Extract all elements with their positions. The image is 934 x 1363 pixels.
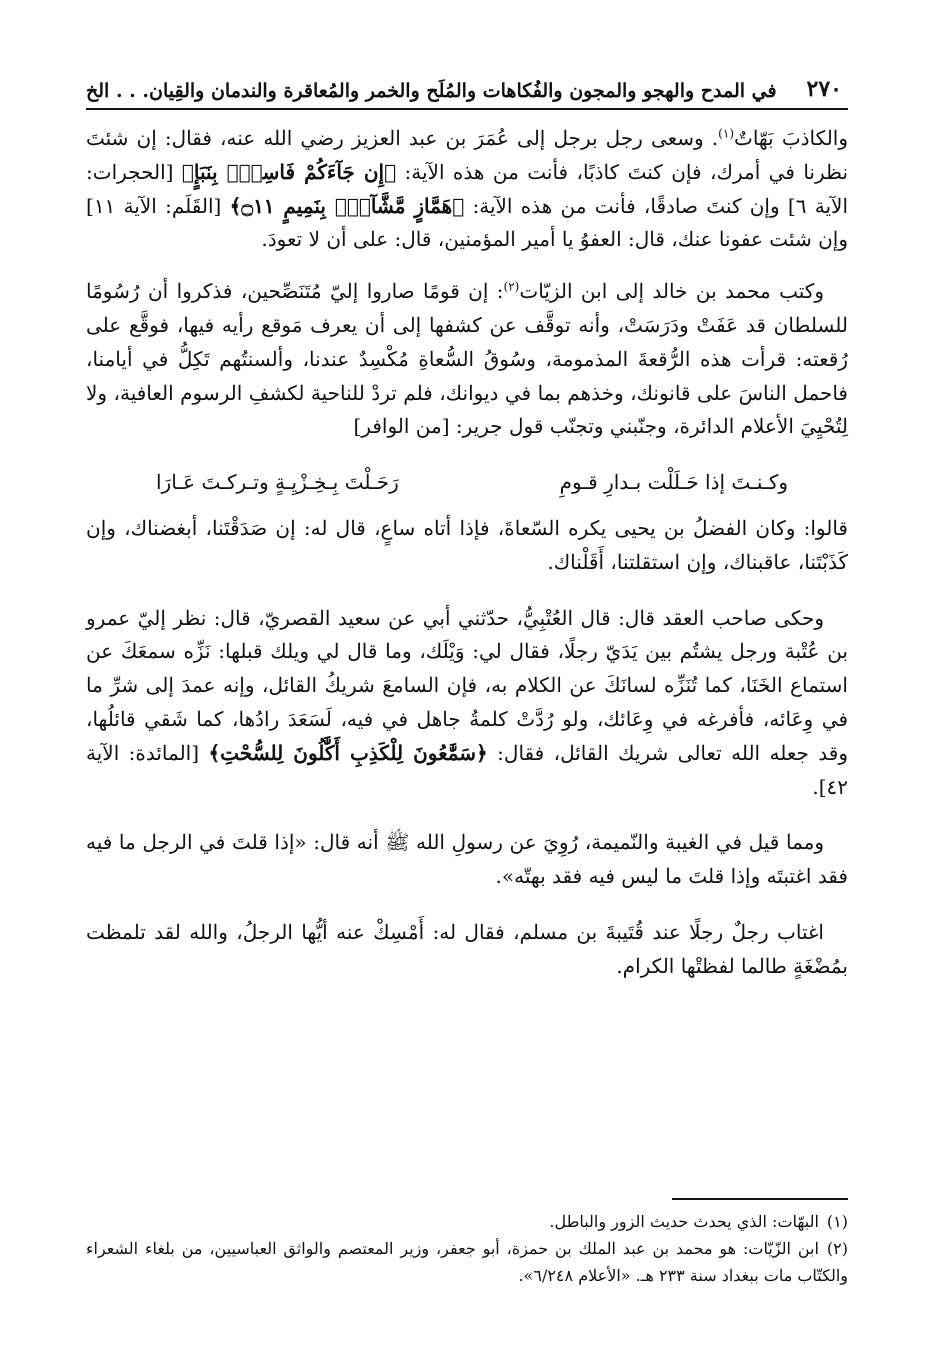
footnote-2-text: ابن الزّيّات: هو محمد بن عبد الملك بن حمزة، أبو جعفر، وزير المعتصم والواثق العباسيين، من بلغاء الشعراء والكتّاب مات ببغداد سنة ٢٣٣ هـ. «الأعلام ٦/٢٤٨». xyxy=(86,1239,848,1285)
poetry-verse xyxy=(86,466,848,500)
quran-quote-maida: ﴿سَمَّٰعُونَ لِلْكَذِبِ أَكَّٰلُونَ لِلسُّحْتِ﴾ xyxy=(208,740,488,765)
page-number: ٢٧٠ xyxy=(806,76,842,102)
quran-quote-qalam: ﴿هَمَّازٍ مَّشَّآءِۭ بِنَمِيمٍ ۝١١﴾ xyxy=(229,193,465,218)
p4-text-a: وحكى صاحب العقد قال: قال العُتْبِيُّ، حدّثني أبي عن سعيد القصريّ، قال: نظر إليّ عمرو بن عُتْبة ورجل يشتُم بين يَدَيّ رجلًا، فقال لي: وَيْلَك، وما قال لي ويلك قبلها: نَزِّه سمعَكَ عن استماع الخَنَا، كما تُنَزِّه لسانَكَ عن الكلام به، فإن السامعَ شريكُ القائل، وإنه عمدَ إلى شرِّ ما في وِعَائه، فأفرغه في وِعَائك، ولو رُدَّتْ كلمةُ جاهل في فيه، لَسَعَدَ رادُها، كما شَقي قائلُها، وقد جعله الله تعالى شريك القائل، فقال: xyxy=(86,605,848,765)
p1-text-a: والكاذبَ بَهّاتٌ xyxy=(734,126,849,150)
footnote-1 xyxy=(86,1208,848,1235)
quran-quote-hujurat: ﴿إِن جَآءَكُمْ فَاسِقُۢ بِنَبَإٍ﴾ xyxy=(181,159,397,184)
running-title: في المدح والهجو والمجون والفُكاهات والمُلَح والخمر والمُعاقرة والندمان والقِيان. . . الخ xyxy=(86,80,777,102)
paragraph-2 xyxy=(86,275,848,444)
p4-text-b: [المائدة: الآية ٤٢]. xyxy=(86,740,848,799)
p6-text: اغتاب رجلٌ رجلًا عند قُتَيبةَ بن مسلم، فقال له: أَمْسِكْ عنه أيُّها الرجلُ، والله لقد تلمظت بمُضْغَةٍ طالما لفظتْها الكرام. xyxy=(86,919,848,978)
p1-text-d: [القَلَم: الآية ١١] وإن شئت عفونا عنك، قال: العفوُ يا أمير المؤمنين، قال: على أن لا تعودَ. xyxy=(86,193,848,252)
p3-text: قالوا: وكان الفضلُ بن يحيى يكره السّعاةَ، فإذا أتاه ساعٍ، قال له: إن صَدَقْتَنا، أبغضناك، وإن كَذَبْتَنا، عاقبناك، وإن استقلتنا، أَقَلْناك. xyxy=(86,515,848,574)
paragraph-5 xyxy=(86,826,848,894)
verse-hemistich-1: وكـنـتَ إذا حَـلَلْت بـدارِ قـومِ xyxy=(559,470,788,495)
footnote-ref-1: (١) xyxy=(718,126,734,141)
paragraph-3 xyxy=(86,512,848,580)
footnote-divider xyxy=(672,1198,848,1200)
p1-text-b: . وسعى رجل برجل إلى عُمَرَ بن عبد العزيز رضي الله عنه، فقال: إن شئتَ نظرنا في أمرك، فإن كنتَ كاذبًا، فأنت من هذه الآية: xyxy=(86,126,849,184)
page-header xyxy=(86,70,848,110)
p1-text-c: [الحجرات: الآية ٦] وإن كنتَ صادقًا، فأنت من هذه الآية: xyxy=(86,159,848,218)
verse-hemistich-2: رَحَـلْتَ بِـخِـزْيِـةٍ وتـركـتَ عَـارَا xyxy=(156,470,399,495)
footnote-1-text: البهّات: الذي يحدث حديث الزور والباطل. xyxy=(549,1212,819,1231)
paragraph-6 xyxy=(86,916,848,984)
footnote-ref-2: (٢) xyxy=(503,279,520,294)
footnote-2-number: (٢) xyxy=(826,1239,848,1258)
p2-text-b: : إن قومًا صاروا إليّ مُتَنَصِّحين، فذكروا أن رُسُومًا للسلطان قد عَفَتْ ودَرَسَتْ، وأنه توقَّف عن كشفها إلى أن يعرف مَوقع رأيه فيها، فوقَّع على رُقعته: قرأت هذه الرُّقعةَ المذمومة، وسُوقُ السُّعاةِ مُكْسِدٌ عندنا، وألسنتُهم تَكِلُّ في أيامنا، فاحمل الناسَ على قانونك، وخذهم بما في ديوانك، فلم تردْ للناحية لكشفِ الرسوم العافية، ولا لِتُحْيِيَ الأعلام الدائرة، وجنّبني وتجنّب قول جرير: [من الوافر] xyxy=(86,279,848,439)
footnotes xyxy=(86,1208,848,1289)
p5-text: ومما قيل في الغيبة والنّميمة، رُوِيَ عن رسولِ الله ﷺ أنه قال: «إذا قلتَ في الرجل ما فيه فقد اغتبتَه وإذا قلتَ ما ليس فيه فقد بهتّه». xyxy=(86,830,848,889)
p2-text-a: وكتب محمد بن خالد إلى ابن الزيّات xyxy=(519,279,824,304)
footnote-1-number: (١) xyxy=(826,1212,848,1231)
paragraph-1 xyxy=(86,122,848,257)
main-text xyxy=(86,122,848,1006)
paragraph-4 xyxy=(86,602,848,805)
footnote-2 xyxy=(86,1235,848,1289)
